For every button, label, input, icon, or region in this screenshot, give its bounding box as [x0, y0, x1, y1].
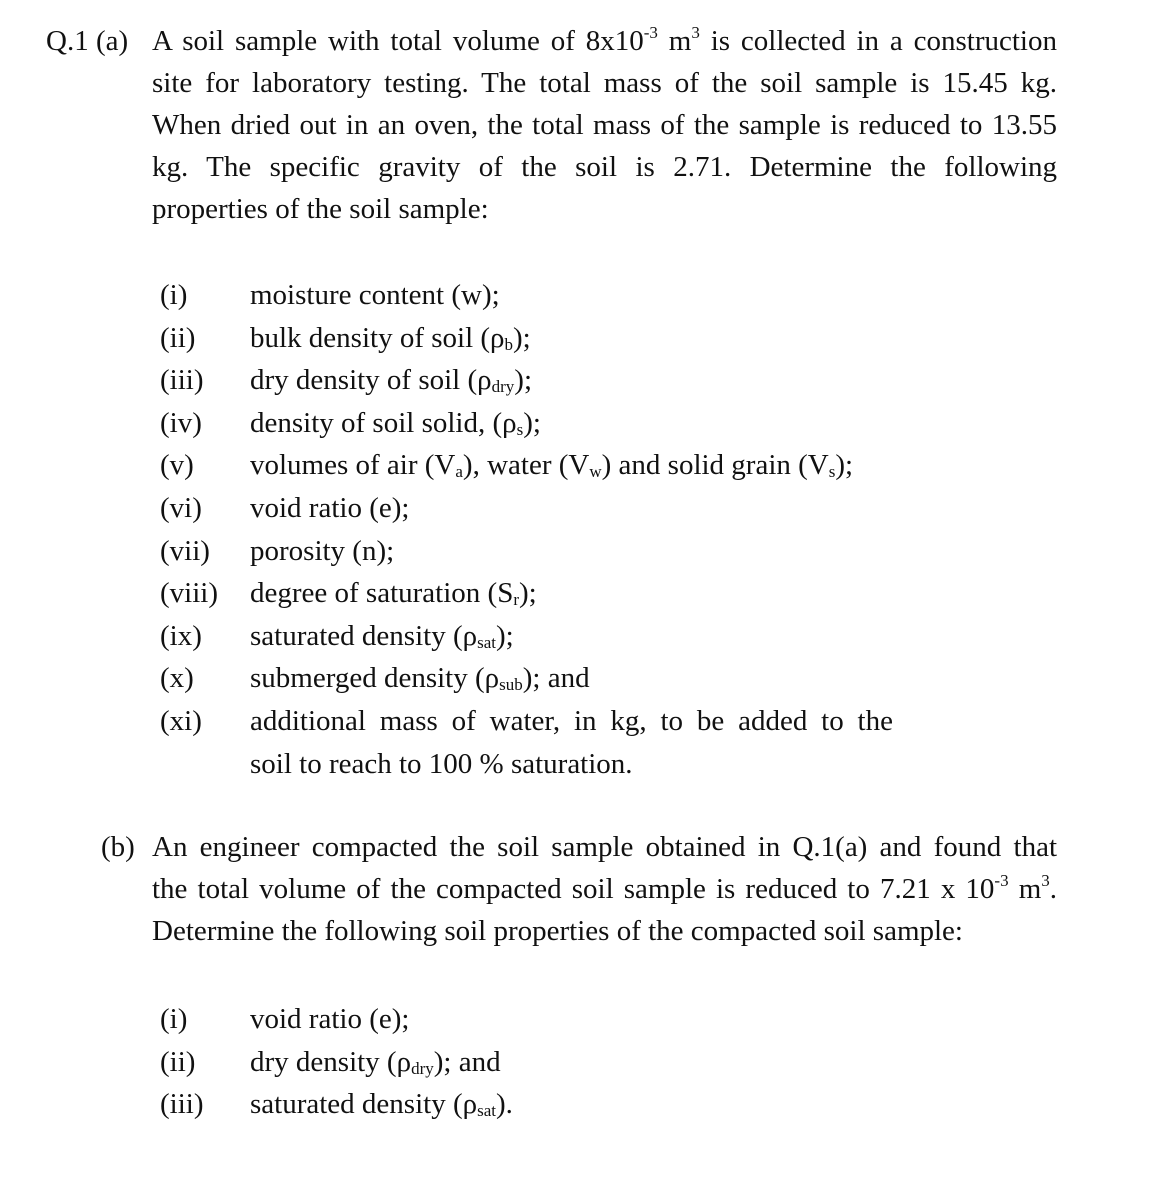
- part-b-line-3: Determine the following soil properties of the compacted soil sample:: [152, 915, 963, 947]
- part-a-line-4: kg. The specific gravity of the soil is 2.71. Determine the following: [152, 151, 1057, 183]
- question-number: Q.1 (a): [46, 25, 129, 57]
- part-a-line-2: site for laboratory testing. The total mass of the soil sample is 15.45 kg.: [152, 67, 1057, 99]
- part-a-paragraph: [152, 20, 1057, 230]
- part-b-label: (b): [101, 831, 135, 863]
- part-a-line-1: A soil sample with total volume of $8x10^{-3}$ $m^3$ is collected in a construction: [152, 23, 1057, 57]
- part-a-line-3: When dried out in an oven, the total mass of the sample is reduced to 13.55: [152, 109, 1057, 141]
- part-b-line-1: An engineer compacted the soil sample obtained in Q.1(a) and found that: [152, 831, 1057, 863]
- part-b-paragraph: [152, 826, 1057, 952]
- document-page: Q.1 (a) A soil sample with total volume of $8x10^{-3}$ $m^3$ is collected in a construction site for laboratory testing. The total mass of the soil sample is 15.45 kg. When dried out in an oven, the total mass of the sample is reduced to 13.55 kg. The specific gravity of the soil is 2.71. Determine the following properties of the soil sample: (i) moisture content (w); (ii) bulk density of soil (ρb); (iii) dry density of soil (ρdry); (iv) density of soil solid, (ρs); (v) volumes of air (Va), water (Vw) and solid grain (Vs); (vi) void ratio (e); (vii) porosity (n); (viii) degree of saturation (Sr); (ix) saturated density (ρsat); (x) submerged density (ρsub); and (xi) additional mass of water, in kg, to be added to the soil to reach to 100 % saturation. (b) An engineer compacted the soil sample obtained in Q.1(a) and found that the total volume of the compacted soil sample is reduced to 7.21 x $10^{-3}$ $m^3$. Determine the following soil properties of the compacted soil sample: (i) void ratio (e); (ii) dry density (ρdry); and (iii) saturated density (ρsat).: [0, 0, 1170, 1189]
- part-b-line-2: the total volume of the compacted soil sample is reduced to 7.21 x $10^{-3}$ $m^3$.: [152, 871, 1058, 905]
- part-a-line-5: properties of the soil sample:: [152, 193, 489, 225]
